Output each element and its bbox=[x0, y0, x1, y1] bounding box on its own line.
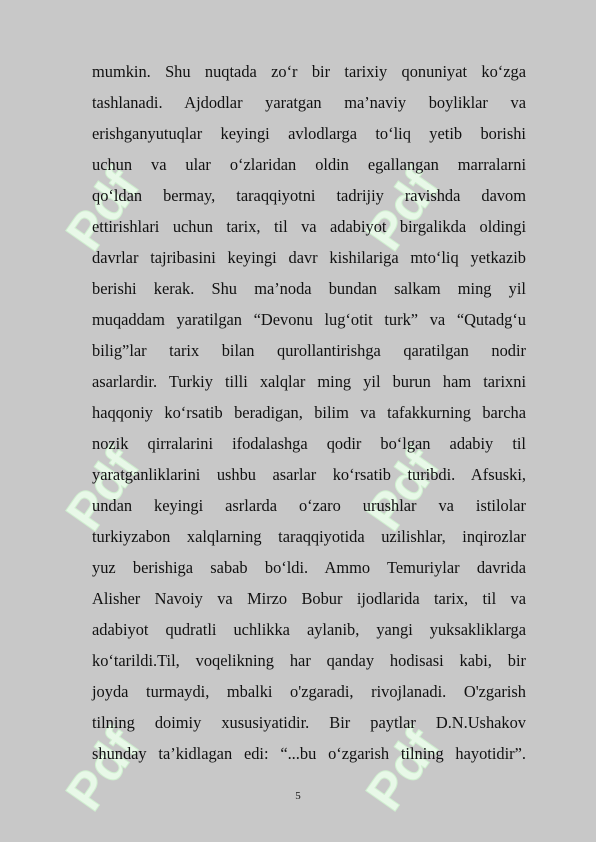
text-line: adabiyot qudratli uchlikka aylanib, yangi yuksakliklarga bbox=[92, 620, 526, 639]
text-line: yaratganliklarini ushbu asarlar ko‘rsatib turibdi. Afsuski, bbox=[92, 465, 526, 484]
text-line: erishganyutuqlar keyingi avlodlarga to‘liq yetib borishi bbox=[92, 124, 526, 143]
text-line: berishi kerak. Shu ma’noda bundan salkam ming yil bbox=[92, 279, 526, 298]
page-number: 5 bbox=[295, 790, 301, 802]
text-line: joyda turmaydi, mbalki o'zgaradi, rivojlanadi. O'zgarish bbox=[92, 682, 526, 701]
svg-text:Pdf: Pdf bbox=[355, 159, 451, 261]
text-line: turkiyzabon xalqlarning taraqqiyotida uzilishlar, inqirozlar bbox=[92, 527, 526, 546]
text-line: davrlar tajribasini keyingi davr kishilariga mto‘liq yetkazib bbox=[92, 248, 526, 267]
svg-text:Pdf: Pdf bbox=[355, 439, 451, 541]
text-line: muqaddam yaratilgan “Devonu lug‘otit turk” va “Qutadg‘u bbox=[92, 310, 526, 329]
text-line: shunday ta’kidlagan edi: “...bu o‘zgarish tilning hayotidir”. bbox=[92, 744, 526, 763]
document-body bbox=[92, 56, 526, 769]
text-line: bilig”lar tarix bilan qurollantirishga qaratilgan nodir bbox=[92, 341, 526, 360]
text-line: haqqoniy ko‘rsatib beradigan, bilim va tafakkurning barcha bbox=[92, 403, 526, 422]
svg-text:Pdf: Pdf bbox=[355, 719, 451, 821]
text-line: ko‘tarildi.Til, voqelikning har qanday hodisasi kabi, bir bbox=[92, 651, 526, 670]
svg-text:Pdf: Pdf bbox=[55, 719, 151, 821]
text-line: qo‘ldan bermay, taraqqiyotni tadrijiy ravishda davom bbox=[92, 186, 526, 205]
text-line: yuz berishiga sabab bo‘ldi. Ammo Temuriylar davrida bbox=[92, 558, 526, 577]
text-line: ettirishlari uchun tarix, til va adabiyot birgalikda oldingi bbox=[92, 217, 526, 236]
text-line: Alisher Navoiy va Mirzo Bobur ijodlarida tarix, til va bbox=[92, 589, 526, 608]
text-line: tashlanadi. Ajdodlar yaratgan ma’naviy boyliklar va bbox=[92, 93, 526, 112]
text-line: undan keyingi asrlarda o‘zaro urushlar va istilolar bbox=[92, 496, 526, 515]
text-line: tilning doimiy xususiyatidir. Bir paytlar D.N.Ushakov bbox=[92, 713, 526, 732]
text-line: asarlardir. Turkiy tilli xalqlar ming yil burun ham tarixni bbox=[92, 372, 526, 391]
svg-text:Pdf: Pdf bbox=[55, 439, 151, 541]
text-line: mumkin. Shu nuqtada zo‘r bir tarixiy qonuniyat ko‘zga bbox=[92, 62, 526, 81]
text-line: nozik qirralarini ifodalashga qodir bo‘lgan adabiy til bbox=[92, 434, 526, 453]
svg-text:Pdf: Pdf bbox=[55, 159, 151, 261]
text-line: uchun va ular o‘zlaridan oldin egallangan marralarni bbox=[92, 155, 526, 174]
